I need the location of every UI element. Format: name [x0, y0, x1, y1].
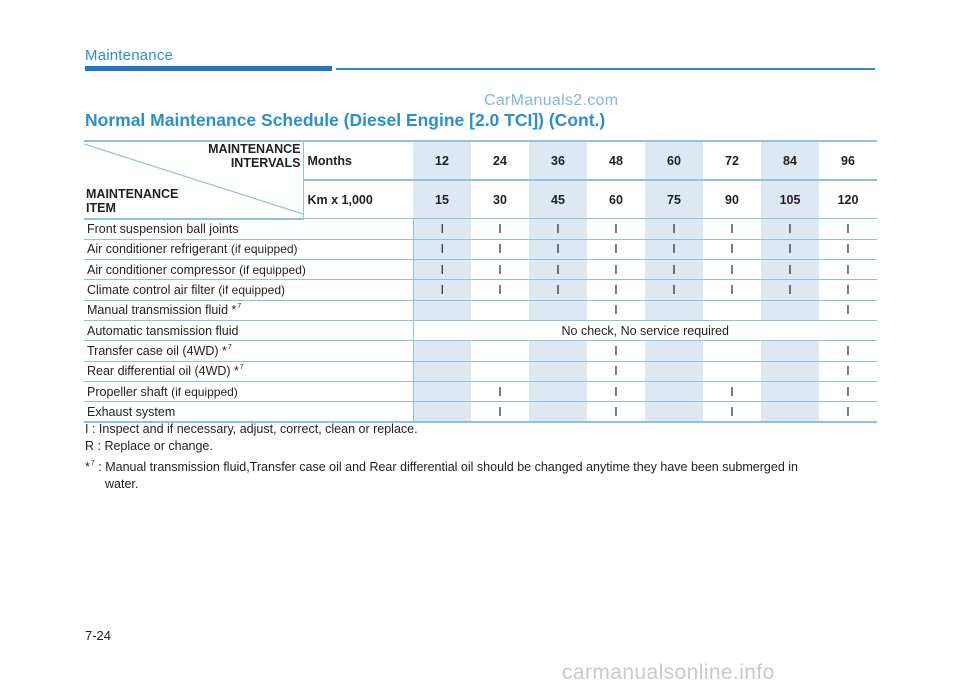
- table-row: [84, 219, 877, 240]
- header-rule-thick: [85, 66, 332, 71]
- note-replace: R : Replace or change.: [85, 439, 213, 453]
- table-row: [84, 320, 877, 340]
- mark-cell: [761, 381, 819, 401]
- mark-cell: [471, 341, 529, 361]
- span-cell: No check, No service required: [413, 320, 877, 340]
- mark-cell: [413, 381, 471, 401]
- mark-cell: I: [703, 402, 761, 423]
- mark-cell: I: [413, 280, 471, 300]
- months-cell: 36: [529, 141, 587, 180]
- table-row: [84, 402, 877, 423]
- footnote-text: : Manual transmission fluid,Transfer case oil and Rear differential oil should be changed anytime they have been submerged in: [98, 460, 798, 474]
- mark-cell: I: [761, 219, 819, 240]
- mark-cell: [529, 402, 587, 423]
- table-row: [84, 239, 877, 259]
- mark-cell: [645, 381, 703, 401]
- months-cell: 96: [819, 141, 877, 180]
- item-heading: [86, 187, 178, 215]
- km-cell: 90: [703, 180, 761, 219]
- mark-cell: I: [761, 280, 819, 300]
- km-cell: 120: [819, 180, 877, 219]
- mark-cell: I: [819, 402, 877, 423]
- months-cell: 84: [761, 141, 819, 180]
- months-cell: 48: [587, 141, 645, 180]
- header-rule-thin: [336, 68, 875, 70]
- mark-cell: [703, 361, 761, 381]
- mark-cell: I: [819, 300, 877, 320]
- mark-cell: I: [529, 239, 587, 259]
- mark-cell: I: [703, 260, 761, 280]
- mark-cell: I: [471, 381, 529, 401]
- mark-cell: I: [703, 219, 761, 240]
- footer-watermark: carmanualsonline.info: [562, 661, 775, 684]
- mark-cell: [413, 402, 471, 423]
- item-cell: [84, 280, 413, 300]
- watermark-logo: CarManuals2.com: [484, 92, 619, 109]
- item-cell: [84, 320, 413, 340]
- item-name: Rear differential oil (4WD) *: [87, 364, 239, 379]
- mark-cell: I: [587, 280, 645, 300]
- mark-cell: I: [819, 219, 877, 240]
- mark-cell: I: [645, 280, 703, 300]
- schedule-body: [84, 219, 877, 423]
- mark-cell: I: [471, 280, 529, 300]
- mark-cell: [413, 300, 471, 320]
- mark-cell: [529, 361, 587, 381]
- mark-cell: [645, 300, 703, 320]
- item-cell: [84, 361, 413, 381]
- mark-cell: [761, 361, 819, 381]
- item-cell: [84, 381, 413, 401]
- footnote-marker: *: [85, 460, 90, 474]
- intervals-heading-line2: INTERVALS: [230, 156, 301, 170]
- km-cell: 75: [645, 180, 703, 219]
- months-cell: 60: [645, 141, 703, 180]
- footnote-ref: 7: [227, 343, 232, 351]
- mark-cell: [413, 361, 471, 381]
- item-name: Climate control air filter: [87, 283, 215, 298]
- item-name: Manual transmission fluid *: [87, 303, 237, 318]
- mark-cell: I: [471, 239, 529, 259]
- note-inspect: I : Inspect and if necessary, adjust, correct, clean or replace.: [85, 422, 418, 436]
- mark-cell: [645, 402, 703, 423]
- item-cell: [84, 260, 413, 280]
- mark-cell: [645, 361, 703, 381]
- item-note: (if equipped): [218, 283, 286, 298]
- mark-cell: [529, 300, 587, 320]
- km-cell: 30: [471, 180, 529, 219]
- mark-cell: I: [645, 219, 703, 240]
- mark-cell: I: [819, 239, 877, 259]
- mark-cell: I: [761, 260, 819, 280]
- mark-cell: I: [413, 260, 471, 280]
- table-row: [84, 300, 877, 320]
- item-name: Air conditioner compressor: [87, 262, 236, 277]
- mark-cell: [703, 300, 761, 320]
- footnote-number: 7: [90, 460, 95, 467]
- mark-cell: I: [819, 280, 877, 300]
- item-cell: [84, 300, 413, 320]
- mark-cell: I: [819, 341, 877, 361]
- mark-cell: I: [587, 341, 645, 361]
- footnote-ref: 7: [237, 303, 242, 311]
- header-row-months: [84, 141, 877, 180]
- mark-cell: I: [587, 402, 645, 423]
- item-cell: [84, 219, 413, 240]
- table-row: [84, 381, 877, 401]
- mark-cell: [529, 341, 587, 361]
- mark-cell: I: [529, 219, 587, 240]
- legend-notes: [85, 421, 877, 493]
- table-row: [84, 260, 877, 280]
- mark-cell: I: [471, 219, 529, 240]
- mark-cell: I: [471, 260, 529, 280]
- km-label: Km x 1,000: [303, 180, 413, 219]
- mark-cell: I: [645, 260, 703, 280]
- page-number: 7-24: [85, 628, 112, 643]
- mark-cell: I: [587, 381, 645, 401]
- months-label: Months: [303, 141, 413, 180]
- mark-cell: I: [819, 381, 877, 401]
- mark-cell: I: [703, 381, 761, 401]
- section-label: Maintenance: [85, 47, 174, 64]
- item-name: Propeller shaft: [87, 384, 168, 399]
- mark-cell: I: [587, 219, 645, 240]
- item-name: Exhaust system: [87, 404, 176, 419]
- months-cell: 12: [413, 141, 471, 180]
- table-row: [84, 280, 877, 300]
- mark-cell: [761, 300, 819, 320]
- table-row: [84, 361, 877, 381]
- note-footnote: [85, 455, 877, 476]
- mark-cell: I: [703, 239, 761, 259]
- mark-cell: I: [703, 280, 761, 300]
- mark-cell: [703, 341, 761, 361]
- item-name: Front suspension ball joints: [87, 222, 239, 237]
- footnote-ref: 7: [239, 364, 244, 372]
- mark-cell: [471, 300, 529, 320]
- months-cell: 72: [703, 141, 761, 180]
- item-cell: [84, 341, 413, 361]
- item-note: (if equipped): [171, 384, 238, 399]
- mark-cell: [413, 341, 471, 361]
- km-cell: 15: [413, 180, 471, 219]
- mark-cell: I: [413, 219, 471, 240]
- corner-header-cell: [84, 141, 303, 219]
- mark-cell: [529, 381, 587, 401]
- item-name: Automatic tansmission fluid: [87, 323, 239, 338]
- table-row: [84, 341, 877, 361]
- item-cell: [84, 402, 413, 423]
- km-cell: 60: [587, 180, 645, 219]
- mark-cell: I: [645, 239, 703, 259]
- page-title: Normal Maintenance Schedule (Diesel Engine [2.0 TCI]) (Cont.): [85, 110, 606, 130]
- item-cell: [84, 239, 413, 259]
- mark-cell: I: [587, 300, 645, 320]
- mark-cell: [645, 341, 703, 361]
- mark-cell: [471, 361, 529, 381]
- item-name: Transfer case oil (4WD) *: [87, 343, 227, 358]
- mark-cell: I: [761, 239, 819, 259]
- months-cell: 24: [471, 141, 529, 180]
- mark-cell: I: [587, 239, 645, 259]
- mark-cell: [761, 341, 819, 361]
- item-note: (if equipped): [239, 262, 306, 277]
- footnote-text-continued: water.: [105, 477, 139, 491]
- km-cell: 45: [529, 180, 587, 219]
- intervals-heading-line1: MAINTENANCE: [208, 142, 301, 156]
- mark-cell: I: [529, 280, 587, 300]
- maintenance-schedule-table: [84, 140, 877, 423]
- mark-cell: I: [471, 402, 529, 423]
- mark-cell: I: [529, 260, 587, 280]
- km-cell: 105: [761, 180, 819, 219]
- mark-cell: I: [587, 260, 645, 280]
- mark-cell: I: [413, 239, 471, 259]
- mark-cell: I: [587, 361, 645, 381]
- mark-cell: I: [819, 361, 877, 381]
- item-heading-line1: MAINTENANCE: [86, 186, 179, 201]
- item-name: Air conditioner refrigerant: [87, 242, 228, 257]
- mark-cell: I: [819, 260, 877, 280]
- item-note: (if equipped): [230, 242, 298, 257]
- mark-cell: [761, 402, 819, 423]
- item-heading-line2: ITEM: [86, 200, 116, 215]
- intervals-heading: [208, 142, 300, 170]
